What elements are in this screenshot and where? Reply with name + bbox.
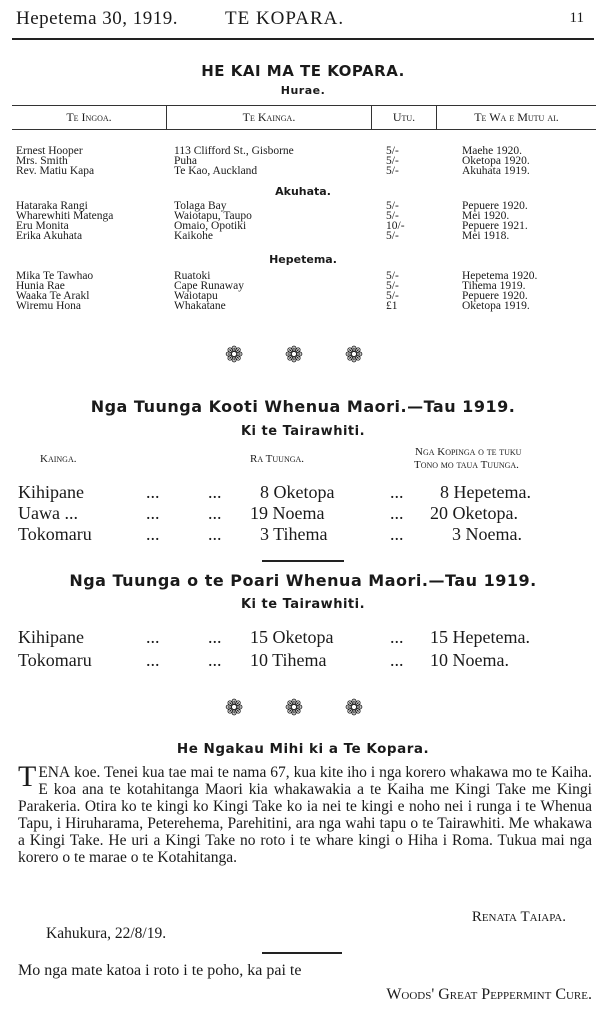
dots: ... xyxy=(208,627,222,647)
court-close: 3 Noema. xyxy=(452,524,522,544)
sub-place: Cape Runaway xyxy=(174,280,244,292)
court-close: 20 Oketopa. xyxy=(430,503,518,523)
sub-expiry: Oketopa 1920. xyxy=(462,155,530,167)
sub-pay: 5/- xyxy=(386,280,399,292)
sub-name: Hunia Rae xyxy=(16,280,65,292)
court-date: 8 Oketopa xyxy=(260,482,335,502)
letter-signature: Renata Taiapa. xyxy=(471,909,566,925)
sub-pay: 5/- xyxy=(386,145,399,157)
dots: ... xyxy=(390,650,404,670)
dots: ... xyxy=(208,650,222,670)
col-kainga: Kainga. xyxy=(40,453,77,465)
sub-place: Tolaga Bay xyxy=(174,200,227,212)
flower-ornament-icon: ❁ ❁ ❁ xyxy=(224,342,382,367)
sub-name: Eru Monita xyxy=(16,220,69,232)
sub-pay: 5/- xyxy=(386,165,399,177)
col-place: Te Kainga. xyxy=(167,106,372,130)
letter-text: koe. Tenei kua tae mai te nama 67, kua kite iho i nga korero whakawa mo te Kaiha. E koa ana te kotahitanga Maori kia whakawakia a te Kaiha me Kingi Take me Kingi Parakeria. Otira ko te kingi ko Kingi Take ko ia nei te kingi e noho nei i runga i te Whenua Tapu, i Hiruharama, Peterehema, Parehitini, ara nga wahi tapu o te Tairawhiti. Me whakawa a Kingi Take. He uri a Kingi Take no roto i te whare kingi o Hiha i Roma. Tukua mai nga korero o te marae o te Kotahitanga. xyxy=(18,764,592,866)
board-title: Nga Tuunga o te Poari Whenua Maori.—Tau 1919. xyxy=(69,571,537,590)
sub-name: Wharewhiti Matenga xyxy=(16,210,114,222)
month-hepetema: Hepetema. xyxy=(269,253,337,266)
sub-pay: 5/- xyxy=(386,270,399,282)
court-place: Kihipane xyxy=(18,482,84,502)
header-date: Hepetema 30, 1919. xyxy=(16,8,179,29)
sub-expiry: Mei 1918. xyxy=(462,230,510,242)
divider xyxy=(262,560,344,562)
dots: ... xyxy=(390,627,404,647)
col-ra-tuunga: Ra Tuunga. xyxy=(250,453,305,465)
page-number: 11 xyxy=(569,10,584,26)
col-pay: Utu. xyxy=(372,106,437,130)
sub-pay: 5/- xyxy=(386,155,399,167)
sub-expiry: Pepuere 1921. xyxy=(462,220,528,232)
newspaper-title: TE KOPARA. xyxy=(225,8,345,29)
dots: ... xyxy=(390,482,404,502)
sub-expiry: Mei 1920. xyxy=(462,210,510,222)
sub-pay: 5/- xyxy=(386,210,399,222)
sub-name: Rev. Matiu Kapa xyxy=(16,165,95,177)
sub-place: Waiotapu xyxy=(174,290,218,302)
dots: ... xyxy=(390,524,404,544)
sub-pay: 5/- xyxy=(386,230,399,242)
subscriptions-table-header xyxy=(12,105,596,130)
dots: ... xyxy=(390,503,404,523)
sub-name: Waaka Te Arakl xyxy=(16,290,90,302)
sub-place: Whakatane xyxy=(174,300,226,312)
board-subtitle: Ki te Tairawhiti. xyxy=(240,597,366,612)
board-place: Kihipane xyxy=(18,627,84,647)
court-place: Tokomaru xyxy=(18,524,92,544)
board-close: 15 Hepetema. xyxy=(430,627,530,647)
divider xyxy=(262,952,342,954)
sub-place: Waiotapu, Taupo xyxy=(174,210,252,222)
sub-name: Mika Te Tawhao xyxy=(16,270,94,282)
sub-expiry: Akuhata 1919. xyxy=(462,165,530,177)
court-place: Uawa ... xyxy=(18,503,78,523)
court-close: 8 Hepetema. xyxy=(440,482,531,502)
letter-dropcap: T xyxy=(18,760,37,793)
dots: ... xyxy=(146,650,160,670)
advert-line-2: Woods' Great Peppermint Cure. xyxy=(386,986,592,1003)
sub-place: 113 Clifford St., Gisborne xyxy=(174,145,294,157)
board-close: 10 Noema. xyxy=(430,650,509,670)
col-name: Te Ingoa. xyxy=(12,106,167,130)
sub-name: Erika Akuhata xyxy=(16,230,83,242)
sub-name: Ernest Hooper xyxy=(16,145,83,157)
sub-pay: 5/- xyxy=(386,290,399,302)
board-date: 10 Tihema xyxy=(250,650,327,670)
dots: ... xyxy=(146,503,160,523)
letter-place-date: Kahukura, 22/8/19. xyxy=(46,925,167,942)
court-title: Nga Tuunga Kooti Whenua Maori.—Tau 1919. xyxy=(90,397,516,416)
sub-expiry: Oketopa 1919. xyxy=(462,300,530,312)
sub-place: Te Kao, Auckland xyxy=(174,165,258,177)
sub-place: Puha xyxy=(174,155,197,167)
board-place: Tokomaru xyxy=(18,650,92,670)
col-expiry: Te Wa e Mutu ai. xyxy=(437,106,597,130)
sub-pay: 5/- xyxy=(386,200,399,212)
sub-expiry: Pepuere 1920. xyxy=(462,290,528,302)
month-hurae: Hurae. xyxy=(280,84,326,97)
sub-expiry: Tihema 1919. xyxy=(462,280,526,292)
header-rule xyxy=(12,38,594,40)
court-date: 3 Tihema xyxy=(260,524,328,544)
sub-place: Kaikohe xyxy=(174,230,213,242)
letter-body xyxy=(18,760,592,866)
dots: ... xyxy=(146,627,160,647)
dots: ... xyxy=(208,524,222,544)
dots: ... xyxy=(208,482,222,502)
sub-place: Omaio, Opotiki xyxy=(174,220,247,232)
dots: ... xyxy=(208,503,222,523)
sub-pay: 10/- xyxy=(386,220,405,232)
sub-place: Ruatoki xyxy=(174,270,211,282)
court-date: 19 Noema xyxy=(250,503,325,523)
sub-name: Hataraka Rangi xyxy=(16,200,88,212)
letter-title: He Ngakau Mihi ki a Te Kopara. xyxy=(176,741,430,757)
sub-expiry: Pepuere 1920. xyxy=(462,200,528,212)
sub-expiry: Hepetema 1920. xyxy=(462,270,538,282)
subscriptions-title: HE KAI MA TE KOPARA. xyxy=(201,62,405,80)
sub-pay: £1 xyxy=(386,300,398,312)
board-date: 15 Oketopa xyxy=(250,627,334,647)
court-subtitle: Ki te Tairawhiti. xyxy=(240,424,366,439)
letter-first-word: ENA xyxy=(38,764,71,781)
sub-name: Mrs. Smith xyxy=(16,155,68,167)
sub-name: Wiremu Hona xyxy=(16,300,82,312)
col-close-1: Nga Kopinga o te tuku xyxy=(415,446,522,458)
flower-ornament-icon: ❁ ❁ ❁ xyxy=(224,695,382,720)
sub-expiry: Maehe 1920. xyxy=(462,145,523,157)
advert-line-1: Mo nga mate katoa i roto i te poho, ka pai te xyxy=(18,962,302,979)
dots: ... xyxy=(146,482,160,502)
col-close-2: Tono mo taua Tuunga. xyxy=(414,459,519,471)
month-akuhata: Akuhata. xyxy=(275,185,331,198)
dots: ... xyxy=(146,524,160,544)
